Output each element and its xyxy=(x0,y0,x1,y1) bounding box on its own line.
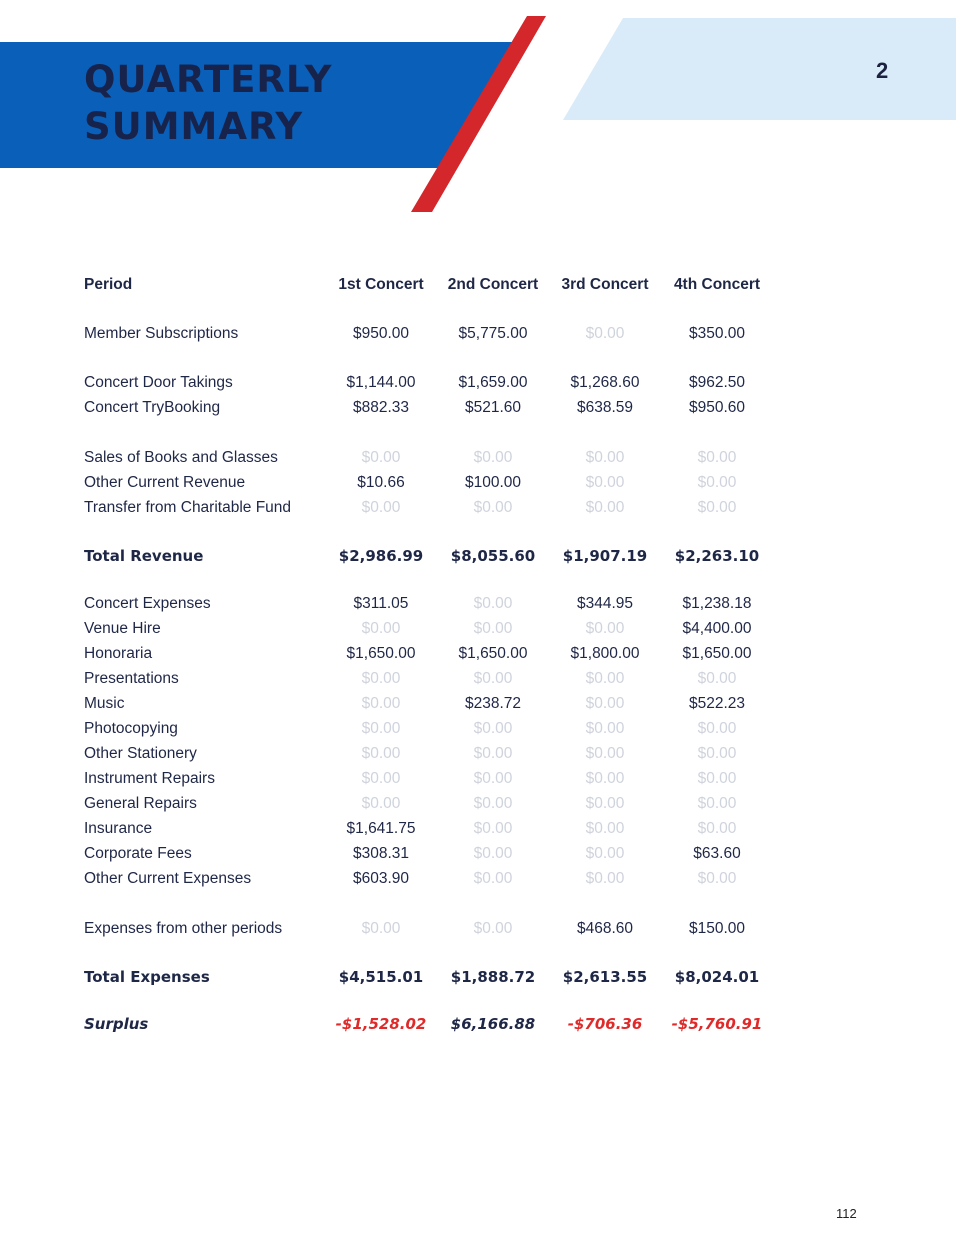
table-cell: $5,775.00 xyxy=(458,325,528,342)
title-line-1: QUARTERLY xyxy=(84,58,333,101)
table-cell: $0.00 xyxy=(585,845,625,862)
table-cell: $0.00 xyxy=(473,795,513,812)
row-honoraria xyxy=(84,641,784,666)
table-cell: $950.00 xyxy=(352,325,410,342)
table-cell: $638.59 xyxy=(576,399,634,416)
table-header-row xyxy=(84,272,784,297)
table-cell: -$1,528.02 xyxy=(335,1015,427,1033)
table-cell: $0.00 xyxy=(473,720,513,737)
row-label: Honoraria xyxy=(84,645,153,662)
table-cell: $1,268.60 xyxy=(570,374,640,391)
table-cell: $2,986.99 xyxy=(338,547,424,565)
row-label: Member Subscriptions xyxy=(84,325,239,342)
table-cell: $962.50 xyxy=(688,374,746,391)
table-cell: $2,263.10 xyxy=(674,547,760,565)
table-cell: $0.00 xyxy=(697,745,737,762)
row-other-stationery xyxy=(84,741,784,766)
row-concert-door-takings xyxy=(84,370,784,395)
table-cell: $1,144.00 xyxy=(346,374,416,391)
table-cell: $0.00 xyxy=(361,745,401,762)
table-cell: $1,650.00 xyxy=(458,645,528,662)
table-cell: $1,650.00 xyxy=(682,645,752,662)
chapter-number: 2 xyxy=(876,58,889,83)
table-cell: $0.00 xyxy=(473,845,513,862)
row-insurance xyxy=(84,816,784,841)
table-cell: $0.00 xyxy=(697,820,737,837)
table-cell: $0.00 xyxy=(473,449,513,466)
table-cell: $308.31 xyxy=(352,845,410,862)
row-venue-hire xyxy=(84,616,784,641)
row-sales-books-glasses xyxy=(84,445,784,470)
light-blue-tab xyxy=(563,18,956,120)
table-cell: $0.00 xyxy=(585,620,625,637)
table-cell: $0.00 xyxy=(697,670,737,687)
table-cell: $0.00 xyxy=(473,670,513,687)
table-cell: $6,166.88 xyxy=(450,1015,536,1033)
table-cell: $1,888.72 xyxy=(450,968,536,986)
row-concert-expenses xyxy=(84,591,784,616)
page-number: 112 xyxy=(836,1206,857,1221)
period-header: Period xyxy=(84,276,133,293)
table-cell: $468.60 xyxy=(576,920,634,937)
table-cell: $0.00 xyxy=(697,870,737,887)
row-surplus xyxy=(84,1012,784,1037)
table-cell: $950.60 xyxy=(688,399,746,416)
table-cell: $0.00 xyxy=(585,670,625,687)
table-cell: $522.23 xyxy=(688,695,746,712)
table-cell: $4,400.00 xyxy=(682,620,752,637)
table-cell: $0.00 xyxy=(473,770,513,787)
row-other-current-revenue xyxy=(84,470,784,495)
table-cell: $2,613.55 xyxy=(562,968,648,986)
table-cell: $0.00 xyxy=(585,770,625,787)
row-instrument-repairs xyxy=(84,766,784,791)
table-cell: $0.00 xyxy=(361,449,401,466)
table-cell: $0.00 xyxy=(473,595,513,612)
table-cell: $238.72 xyxy=(464,695,522,712)
row-label: Surplus xyxy=(84,1015,149,1033)
table-cell: $0.00 xyxy=(473,620,513,637)
table-cell: $0.00 xyxy=(361,770,401,787)
row-concert-trybooking xyxy=(84,395,784,420)
row-corporate-fees xyxy=(84,841,784,866)
table-cell: $0.00 xyxy=(361,920,401,937)
row-total-expenses xyxy=(84,965,784,990)
row-member-subscriptions xyxy=(84,321,784,346)
table-cell: $521.60 xyxy=(464,399,522,416)
table-cell: $1,800.00 xyxy=(570,645,640,662)
table-cell: $0.00 xyxy=(585,695,625,712)
row-label: Corporate Fees xyxy=(84,845,192,862)
row-label: Concert Expenses xyxy=(84,595,211,612)
row-music xyxy=(84,691,784,716)
row-label: Other Current Expenses xyxy=(84,870,252,887)
row-label: Concert Door Takings xyxy=(84,374,233,391)
table-cell: $0.00 xyxy=(585,499,625,516)
row-label: Music xyxy=(84,695,125,712)
table-cell: $0.00 xyxy=(697,499,737,516)
table-cell: $350.00 xyxy=(688,325,746,342)
table-cell: $0.00 xyxy=(473,920,513,937)
row-label: Instrument Repairs xyxy=(84,770,215,787)
table-cell: $0.00 xyxy=(585,474,625,491)
page-title xyxy=(84,56,332,150)
row-label: Other Current Revenue xyxy=(84,474,246,491)
table-cell: $0.00 xyxy=(697,449,737,466)
row-label: Sales of Books and Glasses xyxy=(84,449,278,466)
row-label: Total Revenue xyxy=(84,547,204,565)
table-cell: $1,238.18 xyxy=(682,595,752,612)
row-photocopying xyxy=(84,716,784,741)
table-cell: $8,024.01 xyxy=(674,968,760,986)
table-cell: $344.95 xyxy=(576,595,634,612)
table-cell: $0.00 xyxy=(361,620,401,637)
table-cell: $10.66 xyxy=(357,474,405,491)
table-cell: $0.00 xyxy=(361,670,401,687)
table-cell: $0.00 xyxy=(697,770,737,787)
table-cell: $0.00 xyxy=(585,449,625,466)
row-total-revenue xyxy=(84,544,784,569)
row-label: Total Expenses xyxy=(84,968,210,986)
table-cell: $63.60 xyxy=(693,845,741,862)
table-cell: $4,515.01 xyxy=(338,968,424,986)
table-cell: $0.00 xyxy=(585,745,625,762)
table-cell: -$706.36 xyxy=(567,1015,643,1033)
column-header: 1st Concert xyxy=(338,276,424,293)
row-other-current-expenses xyxy=(84,866,784,891)
table-cell: $1,907.19 xyxy=(562,547,648,565)
row-presentations xyxy=(84,666,784,691)
table-cell: $0.00 xyxy=(361,795,401,812)
table-cell: $0.00 xyxy=(473,745,513,762)
table-cell: $0.00 xyxy=(585,720,625,737)
table-cell: -$5,760.91 xyxy=(671,1015,763,1033)
row-label: Venue Hire xyxy=(84,620,161,637)
table-cell: $0.00 xyxy=(585,820,625,837)
table-cell: $0.00 xyxy=(361,720,401,737)
row-label: Other Stationery xyxy=(84,745,197,762)
table-cell: $0.00 xyxy=(697,795,737,812)
row-label: General Repairs xyxy=(84,795,197,812)
row-expenses-other-periods xyxy=(84,916,784,941)
row-label: Photocopying xyxy=(84,720,178,737)
table-cell: $1,641.75 xyxy=(346,820,416,837)
row-label: Insurance xyxy=(84,820,153,837)
row-label: Presentations xyxy=(84,670,179,687)
table-cell: $100.00 xyxy=(464,474,522,491)
table-cell: $0.00 xyxy=(361,499,401,516)
table-cell: $0.00 xyxy=(585,325,625,342)
table-cell: $0.00 xyxy=(361,695,401,712)
column-header: 2nd Concert xyxy=(447,276,539,293)
table-cell: $0.00 xyxy=(473,870,513,887)
column-header: 3rd Concert xyxy=(561,276,649,293)
column-header: 4th Concert xyxy=(673,276,761,293)
table-cell: $1,650.00 xyxy=(346,645,416,662)
table-cell: $603.90 xyxy=(352,870,410,887)
table-cell: $0.00 xyxy=(585,795,625,812)
row-label: Concert TryBooking xyxy=(84,399,221,416)
row-label: Transfer from Charitable Fund xyxy=(84,499,292,516)
table-cell: $8,055.60 xyxy=(450,547,536,565)
table-cell: $0.00 xyxy=(697,720,737,737)
table-cell: $311.05 xyxy=(353,595,409,612)
row-label: Expenses from other periods xyxy=(84,920,283,937)
table-cell: $0.00 xyxy=(585,870,625,887)
table-cell: $0.00 xyxy=(473,820,513,837)
row-general-repairs xyxy=(84,791,784,816)
table-cell: $0.00 xyxy=(697,474,737,491)
table-cell: $150.00 xyxy=(688,920,746,937)
table-cell: $1,659.00 xyxy=(458,374,528,391)
title-line-2: SUMMARY xyxy=(84,105,304,148)
table-cell: $882.33 xyxy=(352,399,410,416)
table-cell: $0.00 xyxy=(473,499,513,516)
row-transfer-charitable-fund xyxy=(84,495,784,520)
